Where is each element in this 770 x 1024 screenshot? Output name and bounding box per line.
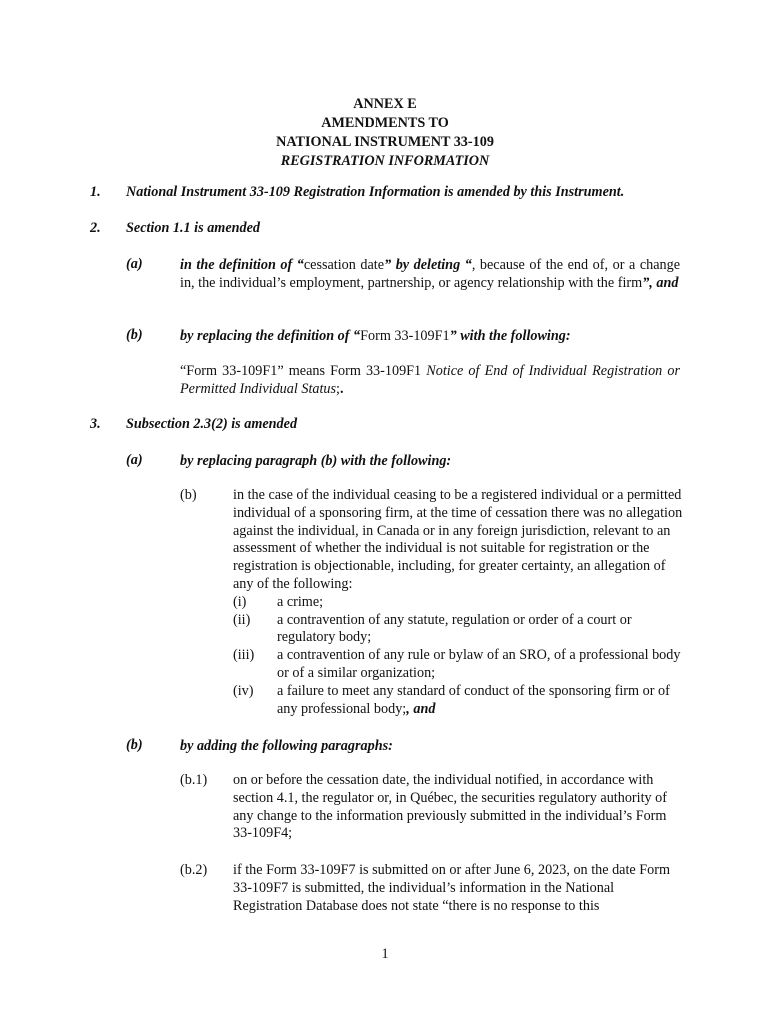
paragraph-b-text: in the case of the individual ceasing to be a registered individual or a permitted individual of a sponsoring firm, at the time of cessation there was no allegation against the individual, in Canada or in any foreign jurisdiction, relevant to an assessment of whether the individual is not suitable for registration or the registration is objectionable, including, for greater certainty, an allegation of any of the following:: [233, 487, 683, 592]
document-header: [0, 95, 770, 171]
item-3b-text: by adding the following paragraphs:: [180, 738, 393, 754]
item-2a-label: (a): [126, 256, 143, 272]
page-number: 1: [381, 946, 389, 962]
item-2a-text: in the definition of “cessation date” by deleting “, because of the end of, or a change in, the individual’s employment, partnership, or agency relationship with the firm”, and: [180, 257, 680, 291]
item-3a-text: by replacing paragraph (b) with the following:: [180, 453, 452, 469]
subitem-iv: (iv) a failure to meet any standard of conduct of the sponsoring firm or of any professional body;, and: [233, 682, 670, 717]
amendments-title: AMENDMENTS TO: [321, 115, 449, 131]
item-2b-text: by replacing the definition of “Form 33-109F1” with the following:: [180, 328, 571, 344]
paragraph-b2-label: (b.2): [180, 862, 208, 878]
paragraph-b1-text: on or before the cessation date, the individual notified, in accordance with section 4.1, the regulator or, in Québec, the securities regulatory authority of any change to the information previously submitted in the individual’s Form 33-109F4;: [233, 772, 667, 842]
item-3b-label: (b): [126, 737, 143, 753]
item-2b-label: (b): [126, 327, 143, 343]
paragraph-b-label: (b): [180, 487, 197, 503]
instrument-subtitle: REGISTRATION INFORMATION: [280, 153, 490, 169]
item-3-text: Subsection 2.3(2) is amended: [126, 416, 298, 432]
subitem-iii: (iii) a contravention of any rule or bylaw of an SRO, of a professional body or of a similar organization;: [233, 647, 681, 681]
subitem-ii: (ii) a contravention of any statute, regulation or order of a court or regulatory body;: [233, 611, 632, 646]
form-33-109f1-definition: “Form 33-109F1” means Form 33-109F1 Notice of End of Individual Registration or Permitted Individual Status;.: [180, 363, 680, 397]
paragraph-b-body: [233, 487, 683, 718]
item-2-number: 2.: [90, 220, 101, 236]
subitem-i: (i) a crime;: [233, 593, 324, 610]
annex-title: ANNEX E: [353, 96, 417, 112]
item-3a-label: (a): [126, 452, 143, 468]
paragraph-b2-text: if the Form 33-109F7 is submitted on or after June 6, 2023, on the date Form 33-109F7 is submitted, the individual’s information in the National Registration Database does not state “there is no response to this: [233, 862, 670, 914]
item-2-text: Section 1.1 is amended: [126, 220, 260, 236]
item-1-number: 1.: [90, 184, 101, 200]
item-1-text: National Instrument 33-109 Registration Information is amended by this Instrument.: [126, 184, 625, 200]
paragraph-b1-label: (b.1): [180, 772, 208, 788]
item-3-number: 3.: [90, 416, 101, 432]
instrument-title: NATIONAL INSTRUMENT 33-109: [276, 134, 494, 150]
